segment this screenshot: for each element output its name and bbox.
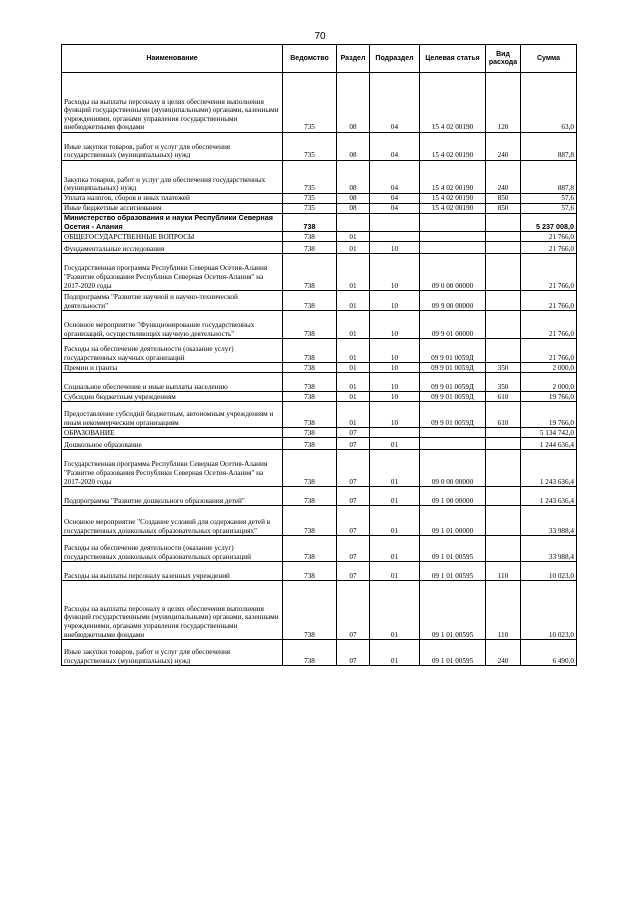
row-statya: 09 1 01 00595 [420,581,486,640]
row-name: Государственная программа Республики Северная Осетия-Алания "Развитие образования Республики Северная Осетия-Алания" на 2017-2020 годы [62,254,283,291]
row-vid: 350 [486,373,521,392]
table-row [62,487,577,506]
row-ved: 738 [283,392,337,402]
row-vid: 240 [486,640,521,666]
table-row [62,242,577,254]
row-razdel: 07 [337,487,370,506]
row-vid: 110 [486,562,521,581]
row-name: Расходы на выплаты персоналу в целях обеспечения выполнения функций государственными (муниципальными) органами, казенными учреждениями, органами управления государственными внебюджетными фондами [62,581,283,640]
row-podrazdel: 01 [370,536,420,562]
table-row [62,392,577,402]
row-razdel: 08 [337,194,370,204]
row-podrazdel: 10 [370,311,420,339]
row-name: Подпрограмма "Развитие дошкольного образования детей" [62,487,283,506]
table-row [62,536,577,562]
budget-table [61,44,577,666]
row-razdel: 01 [337,291,370,311]
header-summa: Сумма [521,45,577,73]
row-podrazdel: 10 [370,339,420,363]
row-ved: 738 [283,254,337,291]
row-name: Иные бюджетные ассигнования [62,204,283,214]
row-vid: 610 [486,392,521,402]
row-ved: 738 [283,363,337,373]
row-podrazdel: 04 [370,73,420,133]
row-razdel: 08 [337,161,370,194]
row-vid [486,339,521,363]
row-ved: 738 [283,562,337,581]
row-summa: 5 134 742,0 [521,428,577,438]
row-vid [486,254,521,291]
row-statya: 09 1 01 00595 [420,562,486,581]
row-ved: 738 [283,487,337,506]
row-name: Расходы на обеспечение деятельности (оказание услуг) государственных дошкольных образовательных организаций [62,536,283,562]
table-header-row [62,45,577,73]
row-name: Закупка товаров, работ и услуг для обеспечения государственных (муниципальных) нужд [62,161,283,194]
row-podrazdel [370,232,420,242]
row-name: Основное мероприятие "Создание условий для содержания детей в государственных дошкольных образовательных организациях" [62,506,283,536]
row-razdel: 07 [337,438,370,450]
row-ved: 738 [283,506,337,536]
table-row [62,428,577,438]
row-vid: 240 [486,161,521,194]
row-ved: 738 [283,311,337,339]
row-statya: 09 0 00 00000 [420,450,486,487]
row-summa: 2 000,0 [521,363,577,373]
table-row [62,339,577,363]
row-ved: 738 [283,402,337,428]
row-podrazdel: 01 [370,581,420,640]
row-podrazdel: 10 [370,392,420,402]
table-row [62,581,577,640]
table-row [62,133,577,161]
row-ved: 738 [283,291,337,311]
row-statya [420,438,486,450]
header-statya: Целевая статья [420,45,486,73]
row-vid [486,232,521,242]
row-name: Премии и гранты [62,363,283,373]
row-statya [420,242,486,254]
row-razdel: 01 [337,373,370,392]
row-razdel: 07 [337,640,370,666]
row-ved: 735 [283,204,337,214]
row-vid [486,438,521,450]
row-vid [486,450,521,487]
row-podrazdel: 01 [370,562,420,581]
table-row [62,204,577,214]
table-row [62,291,577,311]
row-ved: 738 [283,450,337,487]
row-summa: 887,8 [521,133,577,161]
row-podrazdel: 10 [370,254,420,291]
row-name: Субсидии бюджетным учреждениям [62,392,283,402]
row-statya: 09 1 00 00000 [420,487,486,506]
row-summa: 21 766,0 [521,339,577,363]
row-podrazdel: 01 [370,438,420,450]
page-number: 70 [314,31,326,42]
row-razdel: 01 [337,392,370,402]
table-row [62,161,577,194]
row-statya [420,428,486,438]
row-statya: 09 1 01 00595 [420,536,486,562]
header-vid: Вид расхода [486,45,521,73]
row-razdel: 07 [337,506,370,536]
table-row [62,506,577,536]
row-vid [486,242,521,254]
row-vid: 240 [486,133,521,161]
row-podrazdel: 10 [370,291,420,311]
row-summa: 5 237 008,0 [521,214,577,232]
table-row [62,194,577,204]
row-podrazdel: 01 [370,450,420,487]
row-statya: 09 9 01 0059Д [420,363,486,373]
row-vid [486,487,521,506]
row-name: Расходы на выплаты персоналу в целях обеспечения выполнения функций государственными (муниципальными) органами, казенными учреждениями, органами управления государственными внебюджетными фондами [62,73,283,133]
row-summa: 10 023,0 [521,581,577,640]
row-summa: 1 244 636,4 [521,438,577,450]
row-vid: 120 [486,73,521,133]
row-podrazdel: 10 [370,402,420,428]
row-statya: 15 4 02 00190 [420,133,486,161]
header-name: Наименование [62,45,283,73]
row-statya: 15 4 02 00190 [420,194,486,204]
row-summa: 21 766,0 [521,232,577,242]
row-summa: 1 243 636,4 [521,487,577,506]
row-name: Подпрограмма "Развитие научной и научно-технической деятельности" [62,291,283,311]
row-ved: 738 [283,640,337,666]
row-podrazdel: 01 [370,506,420,536]
row-ved: 738 [283,339,337,363]
row-summa: 57,6 [521,194,577,204]
row-razdel: 01 [337,254,370,291]
row-vid [486,506,521,536]
row-ved: 738 [283,373,337,392]
table-row [62,402,577,428]
row-podrazdel: 10 [370,363,420,373]
header-ved: Ведомство [283,45,337,73]
row-ved: 735 [283,133,337,161]
row-statya: 09 0 00 00000 [420,254,486,291]
row-ved: 738 [283,581,337,640]
row-podrazdel: 04 [370,194,420,204]
row-podrazdel: 01 [370,487,420,506]
row-razdel: 07 [337,428,370,438]
row-ved: 738 [283,232,337,242]
row-name: Министерство образования и науки Республики Северная Осетия - Алания [62,214,283,232]
row-name: Социальное обеспечение и иные выплаты населению [62,373,283,392]
row-statya: 09 1 01 00000 [420,506,486,536]
row-vid: 850 [486,194,521,204]
row-vid: 110 [486,581,521,640]
row-name: Предоставление субсидий бюджетным, автономным учреждениям и иным некоммерческим организациям [62,402,283,428]
row-name: Уплата налогов, сборов и иных платежей [62,194,283,204]
row-podrazdel: 04 [370,133,420,161]
row-name: Иные закупки товаров, работ и услуг для обеспечения государственных (муниципальных) нужд [62,640,283,666]
table-row [62,373,577,392]
row-vid [486,428,521,438]
row-statya: 15 4 02 00190 [420,73,486,133]
row-statya: 15 4 02 00190 [420,161,486,194]
row-summa: 57,6 [521,204,577,214]
row-vid [486,214,521,232]
row-ved: 738 [283,242,337,254]
row-statya: 09 9 01 00000 [420,311,486,339]
row-ved: 735 [283,194,337,204]
row-statya [420,232,486,242]
row-statya: 09 9 01 0059Д [420,373,486,392]
row-vid: 610 [486,402,521,428]
row-vid: 850 [486,204,521,214]
row-ved: 738 [283,428,337,438]
row-razdel: 01 [337,363,370,373]
row-summa: 21 766,0 [521,291,577,311]
row-name: ОБЩЕГОСУДАРСТВЕННЫЕ ВОПРОСЫ [62,232,283,242]
row-razdel: 01 [337,311,370,339]
table-row [62,450,577,487]
table-row [62,214,577,232]
header-razdel: Раздел [337,45,370,73]
row-summa: 1 243 636,4 [521,450,577,487]
row-vid [486,536,521,562]
row-summa: 33 988,4 [521,506,577,536]
row-ved: 738 [283,214,337,232]
row-summa: 6 490,0 [521,640,577,666]
row-razdel: 01 [337,232,370,242]
row-razdel: 08 [337,133,370,161]
row-razdel: 07 [337,450,370,487]
row-summa: 19 766,0 [521,392,577,402]
row-razdel: 08 [337,73,370,133]
row-statya: 09 9 01 0059Д [420,339,486,363]
row-ved: 735 [283,161,337,194]
row-statya: 09 9 01 0059Д [420,392,486,402]
row-name: Государственная программа Республики Северная Осетия-Алания "Развитие образования Республики Северная Осетия-Алания" на 2017-2020 годы [62,450,283,487]
table-body [62,73,577,666]
row-vid [486,291,521,311]
row-summa: 2 000,0 [521,373,577,392]
row-name: Дошкольное образование [62,438,283,450]
row-name: Фундаментальные исследования [62,242,283,254]
row-statya: 09 9 00 00000 [420,291,486,311]
row-name: Основное мероприятие "Функционирование государственных организаций, осуществляющих научную деятельность" [62,311,283,339]
row-razdel: 07 [337,581,370,640]
row-summa: 10 023,0 [521,562,577,581]
row-ved: 738 [283,536,337,562]
row-podrazdel: 10 [370,373,420,392]
row-vid [486,311,521,339]
row-name: ОБРАЗОВАНИЕ [62,428,283,438]
row-razdel: 01 [337,402,370,428]
row-razdel [337,214,370,232]
row-vid: 350 [486,363,521,373]
row-podrazdel [370,214,420,232]
table-row [62,363,577,373]
row-podrazdel: 10 [370,242,420,254]
table-row [62,562,577,581]
row-razdel: 01 [337,242,370,254]
row-podrazdel: 01 [370,640,420,666]
row-statya: 09 1 01 00595 [420,640,486,666]
row-summa: 21 766,0 [521,242,577,254]
table-row [62,640,577,666]
row-ved: 735 [283,73,337,133]
row-statya: 09 9 01 0059Д [420,402,486,428]
row-summa: 21 766,0 [521,311,577,339]
row-name: Иные закупки товаров, работ и услуг для обеспечения государственных (муниципальных) нужд [62,133,283,161]
row-summa: 33 988,4 [521,536,577,562]
header-podrazdel: Подраздел [370,45,420,73]
table-row [62,254,577,291]
row-summa: 19 766,0 [521,402,577,428]
table-row [62,73,577,133]
row-podrazdel [370,428,420,438]
row-name: Расходы на обеспечение деятельности (оказание услуг) государственных научных организаций [62,339,283,363]
row-razdel: 07 [337,562,370,581]
row-summa: 887,8 [521,161,577,194]
row-razdel: 07 [337,536,370,562]
row-ved: 738 [283,438,337,450]
row-podrazdel: 04 [370,204,420,214]
row-razdel: 08 [337,204,370,214]
row-name: Расходы на выплаты персоналу казенных учреждений [62,562,283,581]
row-razdel: 01 [337,339,370,363]
table-row [62,438,577,450]
row-podrazdel: 04 [370,161,420,194]
row-summa: 63,0 [521,73,577,133]
row-statya [420,214,486,232]
table-row [62,311,577,339]
row-statya: 15 4 02 00190 [420,204,486,214]
table-row [62,232,577,242]
row-summa: 21 766,0 [521,254,577,291]
